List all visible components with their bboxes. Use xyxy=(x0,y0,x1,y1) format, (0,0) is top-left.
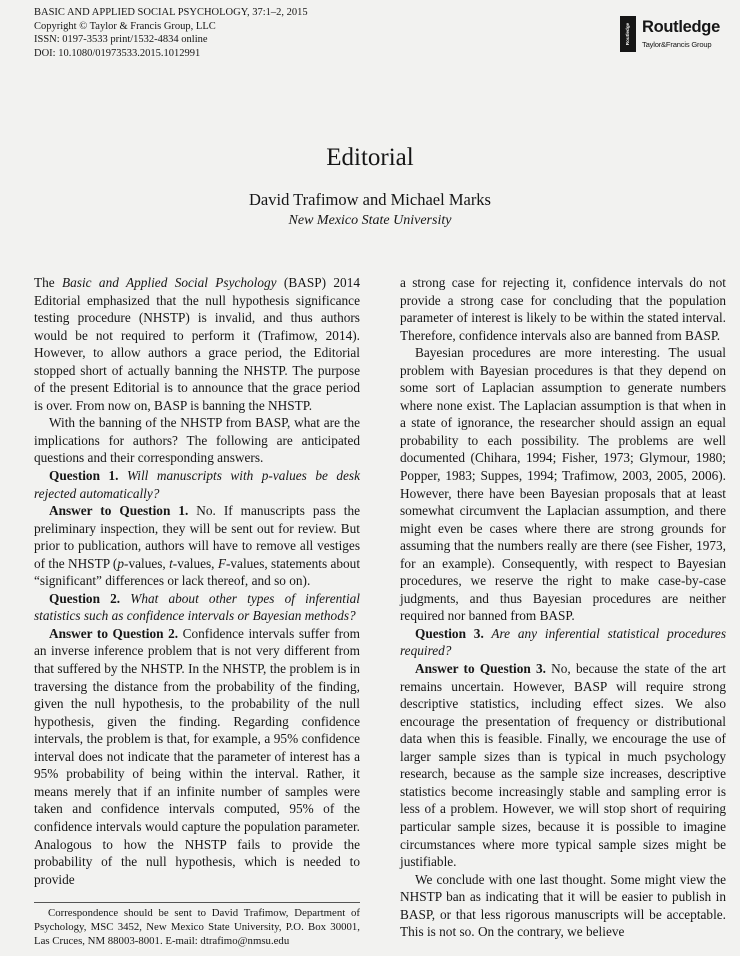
correspondence-footnote: Correspondence should be sent to David Trafimow, Department of Psychology, MSC 3452, New Mexico State University, P.O. Box 30001, Las Cruces, NM 88003-8001. E-mail: dtrafimo@nmsu.edu xyxy=(34,907,360,948)
article-authors: David Trafimow and Michael Marks xyxy=(249,190,491,209)
footnote-divider xyxy=(34,902,360,903)
paragraph-intro: The Basic and Applied Social Psychology (BASP) 2014 Editorial emphasized that the null hypothesis significance testing procedure (NHSTP) is invalid, and thus authors would be not required to perform it (Trafimow, 2014). However, to allow authors a grace period, the Editorial stopped short of actually banning the NHSTP. The purpose of the present Editorial is to announce that the grace period is over. From now on, BASP is banning the NHSTP. xyxy=(34,275,360,413)
copyright-line: Copyright © Taylor & Francis Group, LLC xyxy=(34,20,216,32)
paragraph-implications: With the banning of the NHSTP from BASP, what are the implications for authors? The following are anticipated questions and their corresponding answers. xyxy=(34,415,360,466)
routledge-logo-icon xyxy=(620,16,636,52)
question-3: Question 3. Are any inferential statistical procedures required? xyxy=(400,625,726,659)
answer-2-part-2: a strong case for rejecting it, confidence intervals do not provide a strong case for concluding that the population parameter of interest is likely to be within the stated interval. Therefore, confidence intervals also are banned from BASP. xyxy=(400,275,726,343)
body-column-right xyxy=(400,274,726,941)
publisher-group: Taylor&Francis Group xyxy=(642,40,712,49)
answer-3: Answer to Question 3. No, because the state of the art remains uncertain. However, BASP will require strong descriptive statistics, including effect sizes. We also encourage the presentation of frequency or distributional data when this is feasible. Finally, we encourage the use of larger sample sizes than is typical in much psychology research, because as the sample size increases, descriptive statistics become increasingly stable and sampling error is less of a problem. However, we will stop short of requiring particular sample sizes, because it is possible to imagine circumstances where more typical sample sizes might be justifiable. xyxy=(400,661,727,870)
answer-1: Answer to Question 1. No. If manuscripts pass the preliminary inspection, they will be sent out for review. But prior to publication, authors will have to remove all vestiges of the NHSTP (p-values, t-values, F-values, statements about “significant” differences or lack thereof, and so on). xyxy=(34,503,361,589)
journal-citation: BASIC AND APPLIED SOCIAL PSYCHOLOGY, 37:1–2, 2015 xyxy=(34,7,308,18)
question-1: Question 1. Will manuscripts with p-values be desk rejected automatically? xyxy=(34,468,360,501)
answer-2-part-1: Answer to Question 2. Confidence intervals suffer from an inverse inference problem that is not very different from that suffered by the NHSTP. In the NHSTP, the problem is in traversing the distance from the probability of the finding, given the null hypothesis, to the probability of the null hypothesis, given the finding. Regarding confidence intervals, the problem is that, for example, a 95% confidence interval does not indicate that the parameter of interest has a 95% probability of being within the interval. Rather, it means merely that if an infinite number of samples were taken and confidence intervals computed, 95% of the confidence intervals would capture the population parameter. Analogous to how the NHSTP fails to provide the probability of the null hypothesis, which is needed to provide xyxy=(34,625,360,887)
question-2: Question 2. What about other types of inferential statistics such as confidence intervals or Bayesian methods? xyxy=(34,590,360,624)
publisher-logo xyxy=(620,14,732,54)
doi-line: DOI: 10.1080/01973533.2015.1012991 xyxy=(34,47,201,59)
issn-line: ISSN: 0197-3533 print/1532-4834 online xyxy=(34,34,208,45)
article-title: Editorial xyxy=(326,144,414,171)
paragraph-conclusion: We conclude with one last thought. Some might view the NHSTP ban as indicating that it will be easier to publish in BASP, or that less rigorous manuscripts will be acceptable. This is not so. On the contrary, we believe xyxy=(400,871,726,940)
journal-header xyxy=(34,6,308,60)
body-column-left xyxy=(34,274,360,888)
publisher-name: Routledge xyxy=(642,18,720,36)
logo-mark-text: Routledge xyxy=(625,22,631,46)
paragraph-bayesian: Bayesian procedures are more interesting. The usual problem with Bayesian procedures is that they depend on some sort of Laplacian assumption to generate numbers where none exist. The Laplacian assumption is that when in a state of ignorance, the researcher should assign an equal probability to each possibility. The problems are well documented (Chihara, 1994; Fisher, 1973; Glymour, 1980; Popper, 1983; Suppes, 1994; Trafimow, 2003, 2005, 2006). However, there have been Bayesian proposals that at least somewhat circumvent the Laplacian assumption, and there might even be cases where there are strong grounds for assuming that the numbers really are there (see Fisher, 1973, for an example). Consequently, with respect to Bayesian procedures, we reserve the right to make case-by-case judgments, and thus Bayesian procedures are neither required nor banned from BASP. xyxy=(400,345,726,624)
author-affiliation: New Mexico State University xyxy=(288,213,452,228)
